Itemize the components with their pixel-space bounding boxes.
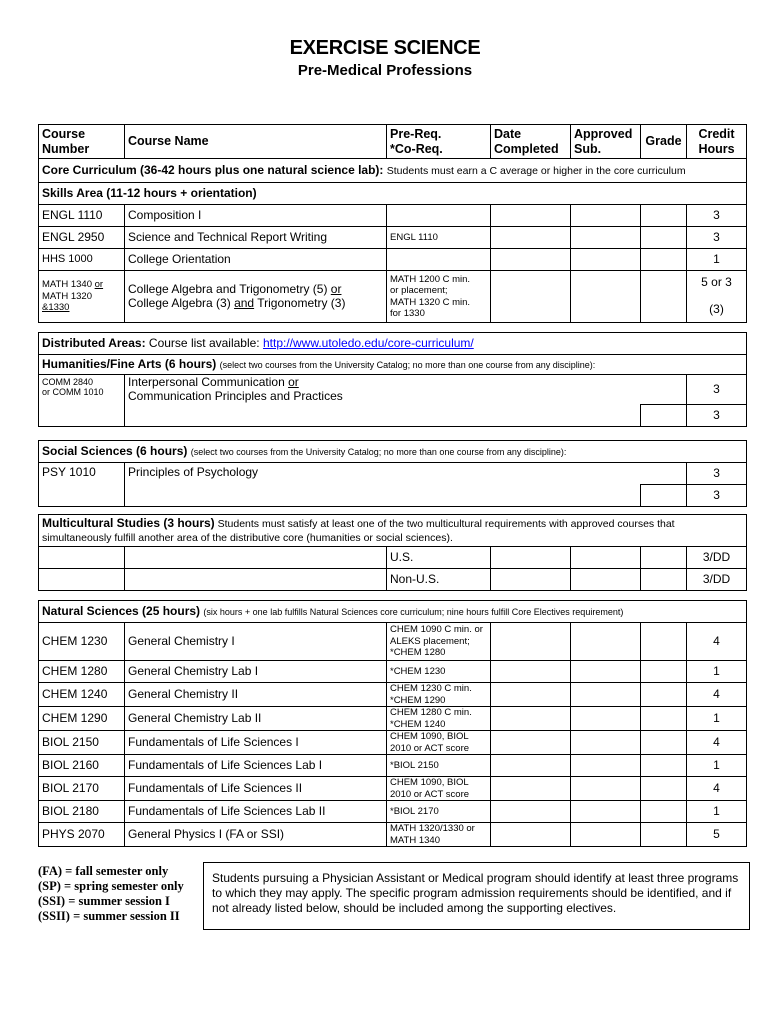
- date-cell: [491, 227, 571, 249]
- note-box: Students pursuing a Physician Assistant or Medical program should identify at least three programs to which they may apply. The specific program admission requirements should be identified, and if not already listed below, should be included among the supporting electives.: [203, 862, 750, 930]
- humanities-heading: Humanities/Fine Arts (6 hours): [42, 356, 217, 371]
- approved-cell: [571, 777, 641, 801]
- grade-cell: [641, 249, 687, 271]
- course-name: General Chemistry Lab I: [125, 661, 387, 683]
- grade-cell: [641, 661, 687, 683]
- legend-sp: (SP) = spring semester only: [38, 879, 184, 893]
- prereq-line: *BIOL 2170: [390, 805, 439, 817]
- col-date: Date Completed: [491, 125, 571, 159]
- grade-cell: [641, 375, 687, 405]
- course-prereq: [387, 823, 491, 847]
- course-credit: 1: [687, 707, 747, 731]
- course-prereq: [387, 801, 491, 823]
- humanities-note: (select two courses from the University Catalog; no more than one course from any discipline):: [219, 359, 596, 370]
- prereq-line: CHEM 1090, BIOL: [390, 731, 469, 743]
- social-heading: Social Sciences (6 hours): [42, 443, 188, 458]
- course-prereq: Non-U.S.: [387, 569, 491, 591]
- distributed-text: Course list available:: [148, 335, 260, 350]
- course-name: Fundamentals of Life Sciences Lab I: [125, 755, 387, 777]
- course-credit: 3/DD: [687, 547, 747, 569]
- prereq-line: *CHEM 1290: [390, 694, 446, 706]
- comm-course-number: COMM 2840 or COMM 1010: [39, 375, 125, 427]
- grade-cell: [641, 463, 687, 485]
- date-cell: [491, 205, 571, 227]
- course-credit: 3/DD: [687, 569, 747, 591]
- approved-cell: [571, 271, 641, 323]
- table-row: [39, 801, 747, 823]
- prereq-line: ALEKS placement;: [390, 635, 470, 647]
- core-curriculum-row: [39, 159, 747, 183]
- course-credit: 4: [687, 731, 747, 755]
- approved-cell: [571, 205, 641, 227]
- approved-cell: [571, 661, 641, 683]
- date-cell: [491, 547, 571, 569]
- approved-cell: [571, 823, 641, 847]
- table-row: [39, 661, 747, 683]
- course-name: College Orientation: [125, 249, 387, 271]
- table-row: [39, 547, 747, 569]
- col-course-name: Course Name: [125, 125, 387, 159]
- math-course-number: MATH 1340 or MATH 1320 &1330: [39, 271, 125, 323]
- grade-cell: [641, 731, 687, 755]
- grade-cell: [641, 801, 687, 823]
- course-prereq: [387, 731, 491, 755]
- date-cell: [491, 623, 571, 661]
- math-course-name: College Algebra and Trigonometry (5) or College Algebra (3) and Trigonometry (3): [125, 271, 387, 323]
- prereq-line: MATH 1320/1330 or: [390, 823, 475, 835]
- multicultural-heading-row: [39, 515, 747, 547]
- course-name: General Chemistry II: [125, 683, 387, 707]
- table-row: [39, 823, 747, 847]
- date-cell: [491, 569, 571, 591]
- page-title: EXERCISE SCIENCE: [289, 37, 481, 59]
- math-credit: 5 or 3 (3): [687, 271, 747, 323]
- course-credit: 1: [687, 249, 747, 271]
- course-number: [39, 547, 125, 569]
- legend-ssii: (SSII) = summer session II: [38, 909, 180, 923]
- distributed-heading: Distributed Areas:: [42, 335, 146, 350]
- course-prereq: U.S.: [387, 547, 491, 569]
- legend-fa: (FA) = fall semester only: [38, 864, 169, 878]
- course-name: Science and Technical Report Writing: [125, 227, 387, 249]
- course-prereq: [387, 661, 491, 683]
- approved-cell: [571, 227, 641, 249]
- course-prereq: [387, 623, 491, 661]
- course-name: Fundamentals of Life Sciences II: [125, 777, 387, 801]
- table-row: [39, 731, 747, 755]
- grade-cell: [641, 823, 687, 847]
- prereq-line: *CHEM 1230: [390, 665, 446, 677]
- col-credit: Credit Hours: [687, 125, 747, 159]
- course-number: PSY 1010: [39, 463, 125, 507]
- course-number: ENGL 1110: [39, 205, 125, 227]
- core-curriculum-link[interactable]: http://www.utoledo.edu/core-curriculum/: [262, 335, 474, 350]
- course-prereq: [387, 707, 491, 731]
- course-number: HHS 1000: [39, 249, 125, 271]
- grade-cell: [641, 547, 687, 569]
- course-credit: 3: [687, 375, 747, 405]
- semester-legend: [38, 864, 184, 924]
- course-prereq: [387, 777, 491, 801]
- course-credit: 4: [687, 777, 747, 801]
- prereq-line: CHEM 1090 C min. or: [390, 624, 483, 636]
- grade-cell: [641, 569, 687, 591]
- date-cell: [491, 823, 571, 847]
- social-sciences-table: [38, 440, 747, 507]
- grade-cell: [641, 755, 687, 777]
- math-prereq: MATH 1200 C min. or placement; MATH 1320 C min. for 1330: [387, 271, 491, 323]
- core-note: Students must earn a C average or higher in the core curriculum: [386, 164, 686, 177]
- course-number: BIOL 2160: [39, 755, 125, 777]
- table-row: [39, 227, 747, 249]
- course-credit: 1: [687, 755, 747, 777]
- grade-cell: [641, 405, 687, 427]
- grade-cell: [641, 777, 687, 801]
- approved-cell: [571, 707, 641, 731]
- table-row: [39, 683, 747, 707]
- table-row: [39, 707, 747, 731]
- table-row: [39, 755, 747, 777]
- grade-cell: [641, 485, 687, 507]
- date-cell: [491, 271, 571, 323]
- approved-cell: [571, 547, 641, 569]
- date-cell: [491, 731, 571, 755]
- prereq-line: *CHEM 1280: [390, 647, 446, 659]
- multicultural-heading: Multicultural Studies (3 hours): [42, 516, 215, 530]
- table-row: [39, 777, 747, 801]
- natural-sciences-table: [38, 600, 747, 847]
- course-credit: 3: [687, 205, 747, 227]
- social-heading-row: [39, 441, 747, 463]
- distributed-row: [39, 333, 747, 355]
- course-prereq: [387, 755, 491, 777]
- approved-cell: [571, 801, 641, 823]
- grade-cell: [641, 271, 687, 323]
- legend-ssi: (SSI) = summer session I: [38, 894, 170, 908]
- course-name: [125, 569, 387, 591]
- natural-heading: Natural Sciences (25 hours): [42, 603, 201, 618]
- course-name: Composition I: [125, 205, 387, 227]
- table-row: [39, 463, 747, 485]
- course-number: CHEM 1290: [39, 707, 125, 731]
- column-header-row: [39, 125, 747, 159]
- prereq-line: CHEM 1280 C min.: [390, 707, 472, 719]
- approved-cell: [571, 755, 641, 777]
- humanities-table: [38, 332, 747, 427]
- date-cell: [491, 777, 571, 801]
- page-subtitle: Pre-Medical Professions: [297, 62, 473, 79]
- date-cell: [491, 683, 571, 707]
- prereq-line: CHEM 1090, BIOL: [390, 777, 469, 789]
- approved-cell: [571, 623, 641, 661]
- prereq-line: 2010 or ACT score: [390, 788, 470, 800]
- date-cell: [491, 707, 571, 731]
- course-name: Fundamentals of Life Sciences Lab II: [125, 801, 387, 823]
- table-row: [39, 375, 747, 405]
- approved-cell: [571, 731, 641, 755]
- course-prereq: [387, 683, 491, 707]
- approved-cell: [571, 683, 641, 707]
- course-credit: 5: [687, 823, 747, 847]
- grade-cell: [641, 707, 687, 731]
- course-credit: 1: [687, 661, 747, 683]
- course-credit: 3: [687, 463, 747, 485]
- date-cell: [491, 755, 571, 777]
- col-approved: Approved Sub.: [571, 125, 641, 159]
- skills-heading: Skills Area (11-12 hours + orientation): [39, 183, 747, 205]
- natural-note: (six hours + one lab fulfills Natural Sciences core curriculum; nine hours fulfill Core Electives requirement): [203, 606, 624, 617]
- course-prereq: ENGL 1110: [387, 227, 491, 249]
- course-credit: 4: [687, 683, 747, 707]
- course-credit: 4: [687, 623, 747, 661]
- grade-cell: [641, 683, 687, 707]
- course-number: [39, 569, 125, 591]
- prereq-line: 2010 or ACT score: [390, 742, 470, 754]
- course-credit: 3: [687, 485, 747, 507]
- skills-heading-row: [39, 183, 747, 205]
- course-credit: 1: [687, 801, 747, 823]
- approved-cell: [571, 249, 641, 271]
- date-cell: [491, 801, 571, 823]
- math-row: [39, 271, 747, 323]
- course-name: [125, 547, 387, 569]
- course-number: CHEM 1240: [39, 683, 125, 707]
- course-prereq: [387, 205, 491, 227]
- course-name: General Chemistry Lab II: [125, 707, 387, 731]
- course-number: CHEM 1280: [39, 661, 125, 683]
- date-cell: [491, 661, 571, 683]
- prereq-line: CHEM 1230 C min.: [390, 683, 472, 695]
- course-number: BIOL 2180: [39, 801, 125, 823]
- table-row: [39, 569, 747, 591]
- grade-cell: [641, 205, 687, 227]
- col-course-number: Course Number: [39, 125, 125, 159]
- multicultural-note-1: Students must satisfy at least one of the two multicultural requirements with approved courses that: [217, 518, 675, 530]
- prereq-line: *CHEM 1240: [390, 718, 446, 730]
- grade-cell: [641, 623, 687, 661]
- col-grade: Grade: [641, 125, 687, 159]
- table-row: [39, 249, 747, 271]
- course-name: General Physics I (FA or SSI): [125, 823, 387, 847]
- prereq-line: *BIOL 2150: [390, 759, 439, 771]
- table-row: [39, 205, 747, 227]
- course-credit: 3: [687, 227, 747, 249]
- course-name: General Chemistry I: [125, 623, 387, 661]
- multicultural-note-2: simultaneously fulfill another area of the distributive core (humanities or social sciences).: [42, 532, 453, 544]
- course-number: BIOL 2170: [39, 777, 125, 801]
- core-heading: Core Curriculum (36-42 hours plus one natural science lab):: [42, 162, 384, 177]
- col-prereq: Pre-Req. *Co-Req.: [387, 125, 491, 159]
- core-skills-table: [38, 124, 747, 323]
- humanities-heading-row: [39, 355, 747, 375]
- grade-cell: [641, 227, 687, 249]
- course-number: CHEM 1230: [39, 623, 125, 661]
- course-name: Fundamentals of Life Sciences I: [125, 731, 387, 755]
- course-number: ENGL 2950: [39, 227, 125, 249]
- course-number: BIOL 2150: [39, 731, 125, 755]
- natural-heading-row: [39, 601, 747, 623]
- comm-course-name: Interpersonal Communication or Communication Principles and Practices: [125, 375, 641, 427]
- prereq-line: MATH 1340: [390, 834, 440, 846]
- approved-cell: [571, 569, 641, 591]
- date-cell: [491, 249, 571, 271]
- course-prereq: [387, 249, 491, 271]
- course-name: Principles of Psychology: [125, 463, 641, 507]
- course-credit: 3: [687, 405, 747, 427]
- multicultural-table: [38, 514, 747, 591]
- table-row: [39, 623, 747, 661]
- social-note: (select two courses from the University Catalog; no more than one course from any discipline):: [190, 446, 567, 457]
- course-number: PHYS 2070: [39, 823, 125, 847]
